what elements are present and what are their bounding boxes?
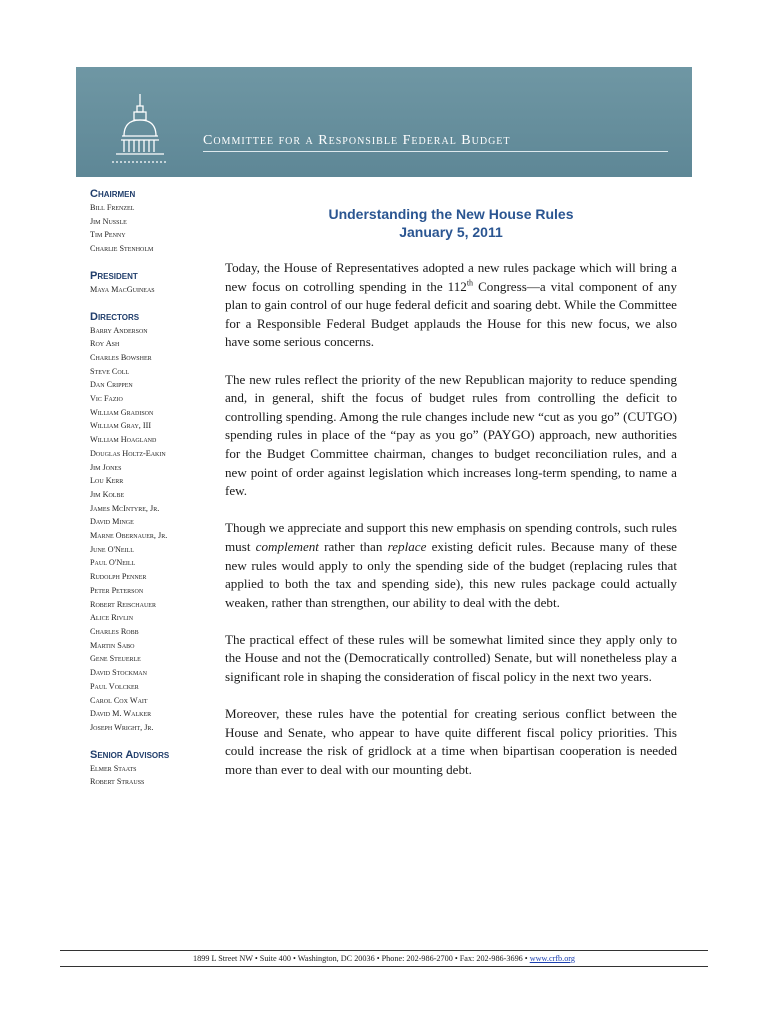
director-name: David Minge: [90, 517, 134, 527]
director-name: Rudolph Penner: [90, 572, 147, 582]
chairman-name: Charlie Stenholm: [90, 244, 154, 254]
director-name: Lou Kerr: [90, 476, 124, 486]
director-name: Paul O'Neill: [90, 558, 136, 568]
chairman-name: Bill Frenzel: [90, 203, 135, 212]
chairmen-heading: Chairmen: [90, 188, 136, 200]
directors-heading: Directors: [90, 310, 140, 323]
paragraph-4: The practical effect of these rules will be somewhat limited since they apply only to the House and not the (Democratically controlled) Senate, but will nonetheless play a significant role in shaping the consideration of fiscal policy in the next two years.: [225, 631, 677, 685]
president-heading: President: [90, 269, 138, 282]
president-name: Maya MacGuineas: [90, 284, 155, 294]
ordinal-suffix: th: [466, 278, 474, 288]
emphasis-complement: complement: [255, 538, 319, 554]
document-title-block: [225, 205, 677, 241]
senior-advisors-group: [90, 749, 220, 789]
director-name: Jim Kolbe: [90, 489, 125, 499]
senior-advisors-heading: Senior Advisors: [90, 748, 170, 761]
director-name: Charles Bowsher: [90, 352, 152, 362]
capitol-dome-icon: [110, 92, 170, 167]
paragraph-2: The new rules reflect the priority of the new Republican majority to reduce spending and, in general, shift the focus of budget rules from controlling the deficit to controlling spending. Among the rule changes include new “cut as you go” (CUTGO) spending rules in place of the “pay as you go” (PAYGO) approach, new authorities for the Budget Committee chairman, changes to budget reconciliation rules, and a new point of order against legislation which increases long-term spending, to name a few.: [225, 371, 677, 499]
director-name: William Gray, III: [90, 421, 152, 431]
paragraph-5: Moreover, these rules have the potential for creating serious conflict between the House and Senate, who appear to have quite different fiscal policy priorities. This could increase the risk of gridlock at a time when bipartisan cooperation is needed more than ever to deal with our mounting debt.: [225, 706, 677, 778]
president-group: [90, 270, 220, 297]
director-name: Steve Coll: [90, 366, 130, 376]
document-date: January 5, 2011: [399, 224, 503, 240]
paragraph-3-text-c: existing deficit rules. Because many of these new rules would apply to only the spending side of the budget (replacing rules that applied to both the tax and spending side), this new rules package could actually weaken, rather than strengthen, our ability to deal with the debt.: [225, 538, 677, 610]
director-name: Roy Ash: [90, 339, 120, 349]
chairman-name: Tim Penny: [90, 230, 126, 240]
advisor-name: Robert Strauss: [90, 777, 145, 787]
chairmen-group: [90, 188, 220, 256]
director-name: David Stockman: [90, 668, 147, 678]
director-name: Paul Volcker: [90, 681, 139, 691]
footer-contact: [60, 950, 708, 967]
director-name: Jim Jones: [90, 462, 122, 472]
sidebar: [90, 188, 220, 803]
document-title: Understanding the New House Rules: [328, 206, 574, 222]
director-name: William Gradison: [90, 407, 154, 417]
emphasis-replace: replace: [387, 538, 427, 554]
director-name: Alice Rivlin: [90, 613, 134, 623]
document-body: [225, 259, 677, 798]
advisor-name: Elmer Staats: [90, 763, 137, 773]
paragraph-1: [225, 259, 677, 352]
organization-name: Committee for a Responsible Federal Budget: [203, 133, 511, 148]
director-name: Gene Steuerle: [90, 654, 141, 664]
director-name: Vic Fazio: [90, 394, 123, 404]
chairman-name: Jim Nussle: [90, 216, 127, 226]
director-name: William Hoagland: [90, 435, 157, 445]
paragraph-1-text-a: Today, the House of Representatives adopted a new rules package which will bring a new focus on cotrolling spending in the 112: [225, 260, 677, 294]
paragraph-3-text-a: Though we appreciate and support this new emphasis on spending controls, such rules must: [225, 520, 678, 554]
director-name: Dan Crippen: [90, 380, 133, 390]
director-name: Carol Cox Wait: [90, 695, 148, 705]
director-name: James McIntyre, Jr.: [90, 503, 160, 513]
director-name: Charles Robb: [90, 626, 139, 636]
director-name: Joseph Wright, Jr.: [90, 722, 154, 732]
director-name: David M. Walker: [90, 709, 152, 719]
director-name: Douglas Holtz-Eakin: [90, 448, 166, 458]
director-name: Peter Peterson: [90, 585, 144, 595]
directors-group: [90, 311, 220, 735]
director-name: Martin Sabo: [90, 640, 135, 650]
header-rule: [203, 151, 668, 152]
paragraph-3: [225, 519, 677, 612]
director-name: June O'Neill: [90, 544, 134, 554]
footer-address: 1899 L Street NW • Suite 400 • Washington, DC 20036 • Phone: 202-986-2700 • Fax: 202-986-3696 •: [193, 954, 530, 963]
director-name: Barry Anderson: [90, 325, 148, 335]
paragraph-3-text-b: rather than: [318, 538, 388, 554]
director-name: Robert Reischauer: [90, 599, 156, 609]
paragraph-1-text-b: Congress—a vital component of any plan to gain control of our huge federal deficit and soaring debt. While the Committee for a Responsible Federal Budget applauds the House for this new focus, we also have some serious concerns.: [225, 278, 677, 350]
website-link[interactable]: www.crfb.org: [529, 954, 575, 963]
director-name: Marne Obernauer, Jr.: [90, 531, 168, 541]
